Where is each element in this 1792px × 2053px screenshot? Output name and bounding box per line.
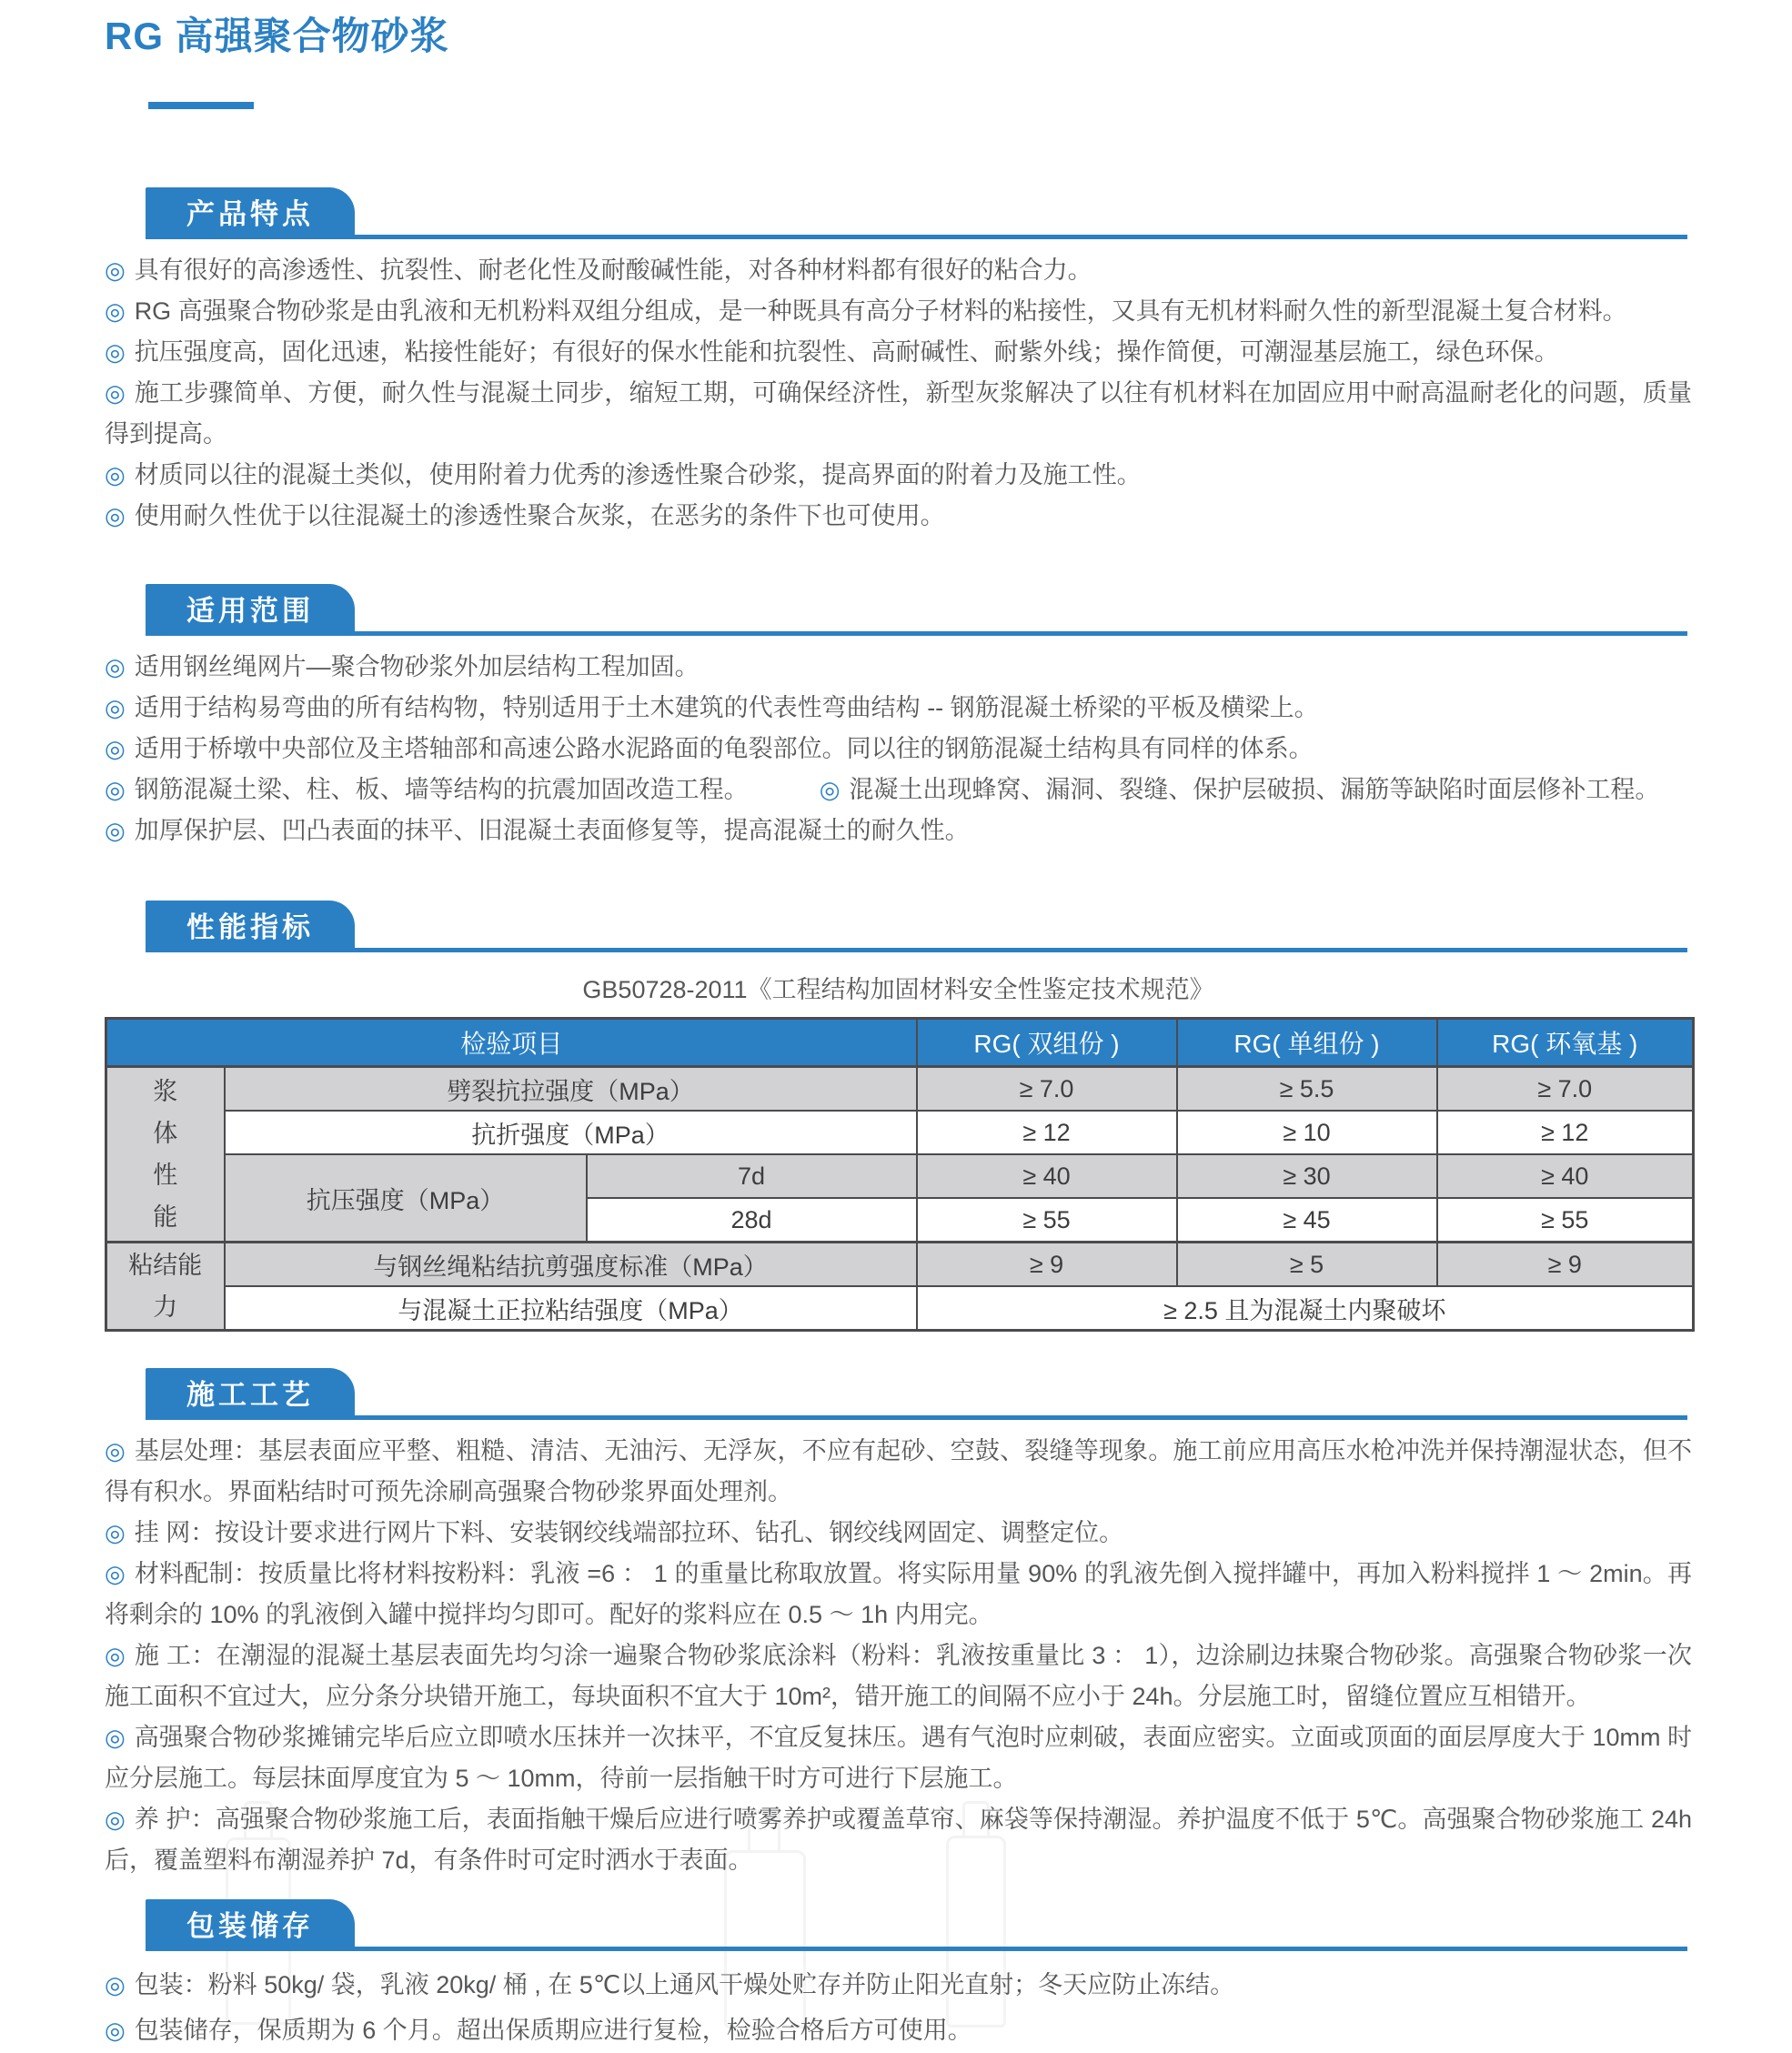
value-cell-merged: ≥ 2.5 且为混凝土内聚破坏 <box>917 1286 1694 1331</box>
section-header-features <box>146 187 1687 239</box>
item-name-cell: 抗压强度（MPa） <box>225 1154 587 1243</box>
value-cell: ≥ 5.5 <box>1177 1067 1437 1112</box>
page-title: RG 高强聚合物砂浆 <box>105 15 449 57</box>
section-title: 适用范围 <box>186 594 314 627</box>
bullet-icon: ◎ <box>105 502 126 529</box>
list-item <box>105 1799 1692 1881</box>
value-cell: ≥ 12 <box>1437 1111 1694 1154</box>
item-name-cell: 与混凝土正拉粘结强度（MPa） <box>225 1286 917 1331</box>
list-item-text: 养 护：高强聚合物砂浆施工后，表面指触干燥后应进行喷雾养护或覆盖草帘、麻袋等保持潮湿。养护温度不低于 5℃。高强聚合物砂浆施工 24h 后，覆盖塑料布潮湿养护 7d，有条件时可定时洒水于表面。 <box>105 1806 1693 1874</box>
bullet-icon: ◎ <box>105 257 126 284</box>
value-cell: ≥ 9 <box>1437 1243 1694 1287</box>
group-label-cell <box>106 1243 225 1331</box>
list-item-text: 施工步骤简单、方便，耐久性与混凝土同步，缩短工期，可确保经济性，新型灰浆解决了以往有机材料在加固应用中耐高温耐老化的问题，质量得到提高。 <box>105 379 1693 448</box>
list-item <box>105 1635 1692 1717</box>
list-item <box>105 1962 1692 2008</box>
item-name-cell: 抗折强度（MPa） <box>225 1111 917 1154</box>
list-item <box>105 1554 1692 1635</box>
value-cell: ≥ 55 <box>1437 1198 1694 1243</box>
bullet-icon: ◎ <box>105 653 126 680</box>
list-item-text: 包装：粉料 50kg/ 袋，乳液 20kg/ 桶 , 在 5℃以上通风干燥处贮存并防止阳光直射；冬天应防止冻结。 <box>134 1971 1235 1998</box>
bullet-icon: ◎ <box>105 817 126 844</box>
table-row <box>106 1111 1694 1154</box>
list-item <box>105 291 1692 332</box>
list-item-text: 包装储存，保质期为 6 个月。超出保质期应进行复检，检验合格后方可使用。 <box>134 2017 972 2044</box>
list-item-text: 适用钢丝绳网片—聚合物砂浆外加层结构工程加固。 <box>134 653 700 680</box>
list-item-text: 材料配制：按质量比将材料按粉料：乳液 =6 ： 1 的重量比称取放置。将实际用量 90% 的乳液先倒入搅拌罐中，再加入粉料搅拌 1 ～ 2min。再将剩余的 10% 的乳液倒入罐中搅拌均匀即可。配好的浆料应在 0.5 ～ 1h 内用完。 <box>105 1560 1693 1628</box>
list-item <box>105 1717 1692 1799</box>
list-item-text: 混凝土出现蜂窝、漏洞、裂缝、保护层破损、漏筋等缺陷时面层修补工程。 <box>849 776 1660 803</box>
list-item-text: RG 高强聚合物砂浆是由乳液和无机粉料双组分组成，是一种既具有高分子材料的粘接性，又具有无机材料耐久性的新型混凝土复合材料。 <box>134 297 1627 325</box>
list-item <box>105 1513 1692 1554</box>
bullet-icon: ◎ <box>105 1437 126 1464</box>
bullet-icon: ◎ <box>105 338 126 366</box>
value-cell: ≥ 7.0 <box>917 1067 1177 1112</box>
section-header-packaging <box>146 1899 1687 1951</box>
list-item-text: 钢筋混凝土梁、柱、板、墙等结构的抗震加固改造工程。 <box>134 776 749 803</box>
header-cell-rg-epoxy: RG( 环氧基 ) <box>1437 1019 1694 1067</box>
list-item-text: 具有很好的高渗透性、抗裂性、耐老化性及耐酸碱性能，对各种材料都有很好的粘合力。 <box>134 257 1092 284</box>
bullet-icon: ◎ <box>105 1642 126 1669</box>
section-header-scope <box>146 584 1687 636</box>
bullet-icon: ◎ <box>819 776 841 803</box>
packaging-list <box>105 1962 1692 2053</box>
list-item <box>105 332 1692 373</box>
list-item <box>105 455 1692 496</box>
bullet-icon: ◎ <box>105 776 126 803</box>
table-header-row <box>106 1019 1694 1067</box>
value-cell: ≥ 40 <box>1437 1154 1694 1198</box>
list-item <box>105 2008 1692 2053</box>
list-item-secondary <box>820 776 1660 803</box>
value-cell: ≥ 45 <box>1177 1198 1437 1243</box>
features-list <box>105 250 1692 537</box>
table-row <box>106 1286 1694 1331</box>
section-scope <box>105 584 1687 851</box>
section-title: 施工工艺 <box>186 1378 314 1411</box>
value-cell: ≥ 7.0 <box>1437 1067 1694 1112</box>
section-packaging <box>105 1899 1687 2053</box>
table-row <box>106 1154 1694 1198</box>
list-item-text: 加厚保护层、凹凸表面的抹平、旧混凝土表面修复等，提高混凝土的耐久性。 <box>134 817 970 844</box>
list-item-text: 适用于结构易弯曲的所有结构物，特别适用于土木建筑的代表性弯曲结构 -- 钢筋混凝土桥梁的平板及横梁上。 <box>134 694 1319 721</box>
value-cell: ≥ 30 <box>1177 1154 1437 1198</box>
table-row <box>106 1067 1694 1112</box>
item-name-cell: 劈裂抗拉强度（MPa） <box>225 1067 917 1112</box>
value-cell: ≥ 5 <box>1177 1243 1437 1287</box>
bullet-icon: ◎ <box>105 1971 126 1998</box>
list-item-text: 材质同以往的混凝土类似，使用附着力优秀的渗透性聚合砂浆，提高界面的附着力及施工性。 <box>134 461 1142 488</box>
bullet-icon: ◎ <box>105 1519 126 1546</box>
table-row <box>106 1243 1694 1287</box>
sub-item-cell: 28d <box>587 1198 917 1243</box>
list-item <box>105 496 1692 537</box>
group-label-cell <box>106 1067 225 1243</box>
bullet-icon: ◎ <box>105 461 126 488</box>
value-cell: ≥ 10 <box>1177 1111 1437 1154</box>
value-cell: ≥ 9 <box>917 1243 1177 1287</box>
section-header-performance <box>146 901 1687 952</box>
bullet-icon: ◎ <box>105 379 126 407</box>
section-title: 产品特点 <box>186 197 314 230</box>
section-title: 包装储存 <box>186 1909 314 1942</box>
section-features <box>105 187 1693 537</box>
performance-table <box>105 1017 1695 1332</box>
bullet-icon: ◎ <box>105 1724 126 1751</box>
bullet-icon: ◎ <box>105 2017 126 2044</box>
bullet-icon: ◎ <box>105 735 126 762</box>
section-process <box>105 1368 1693 1881</box>
list-item-text: 挂 网：按设计要求进行网片下料、安装钢绞线端部拉环、钻孔、钢绞线网固定、调整定位。 <box>134 1519 1124 1546</box>
list-item <box>105 729 1692 770</box>
section-tab-process <box>146 1368 355 1415</box>
group-label: 浆体性能 <box>153 1078 178 1231</box>
section-tab-scope <box>146 584 355 631</box>
list-item-text: 高强聚合物砂浆摊铺完毕后应立即喷水压抹并一次抹平，不宜反复抹压。遇有气泡时应刺破，表面应密实。立面或顶面的面层厚度大于 10mm 时应分层施工。每层抹面厚度宜为 5 ～ 10mm，待前一层指触干时方可进行下层施工。 <box>105 1724 1693 1792</box>
scope-list <box>105 647 1692 851</box>
list-item-text: 基层处理：基层表面应平整、粗糙、清洁、无油污、无浮灰，不应有起砂、空鼓、裂缝等现象。施工前应用高压水枪冲洗并保持潮湿状态，但不得有积水。界面粘结时可预先涂刷高强聚合物砂浆界面处理剂。 <box>105 1437 1693 1505</box>
list-item <box>105 688 1692 729</box>
header-cell-rg-single: RG( 单组份 ) <box>1177 1019 1437 1067</box>
value-cell: ≥ 12 <box>917 1111 1177 1154</box>
item-name-cell: 与钢丝绳粘结抗剪强度标准（MPa） <box>225 1243 917 1287</box>
bullet-icon: ◎ <box>105 297 126 325</box>
list-item-text: 适用于桥墩中央部位及主塔轴部和高速公路水泥路面的龟裂部位。同以往的钢筋混凝土结构具有同样的体系。 <box>134 735 1314 762</box>
list-item <box>105 770 1692 810</box>
list-item <box>105 810 1692 851</box>
bullet-icon: ◎ <box>105 1560 126 1587</box>
section-tab-performance <box>146 901 355 948</box>
section-performance <box>105 901 1687 1332</box>
section-tab-packaging <box>146 1899 355 1947</box>
value-cell: ≥ 55 <box>917 1198 1177 1243</box>
header-cell-rg-dual: RG( 双组份 ) <box>917 1019 1177 1067</box>
list-item <box>105 647 1692 688</box>
list-item-text: 抗压强度高，固化迅速，粘接性能好；有很好的保水性能和抗裂性、高耐碱性、耐紫外线；操作简便，可潮湿基层施工，绿色环保。 <box>134 338 1559 366</box>
section-tab-features <box>146 187 355 235</box>
section-header-process <box>146 1368 1687 1420</box>
process-list <box>105 1431 1692 1881</box>
list-item <box>105 373 1692 455</box>
sub-item-cell: 7d <box>587 1154 917 1198</box>
bullet-icon: ◎ <box>105 694 126 721</box>
list-item-text: 施 工：在潮湿的混凝土基层表面先均匀涂一遍聚合物砂浆底涂料（粉料：乳液按重量比 3 ： 1），边涂刷边抹聚合物砂浆。高强聚合物砂浆一次施工面积不宜过大，应分条分块错开施工，每块面积不宜大于 10m²，错开施工的间隔不应小于 24h。分层施工时，留缝位置应互相错开。 <box>105 1642 1693 1710</box>
group-label: 粘结能力 <box>128 1252 203 1321</box>
list-item <box>105 1431 1692 1513</box>
section-title: 性能指标 <box>186 911 314 943</box>
list-item-text: 使用耐久性优于以往混凝土的渗透性聚合灰浆，在恶劣的条件下也可使用。 <box>134 502 945 529</box>
title-underline <box>148 102 254 109</box>
header-cell-item: 检验项目 <box>106 1019 917 1067</box>
bullet-icon: ◎ <box>105 1806 126 1833</box>
list-item <box>105 250 1692 291</box>
value-cell: ≥ 40 <box>917 1154 1177 1198</box>
table-caption: GB50728-2011《工程结构加固材料安全性鉴定技术规范》 <box>582 976 1214 1003</box>
